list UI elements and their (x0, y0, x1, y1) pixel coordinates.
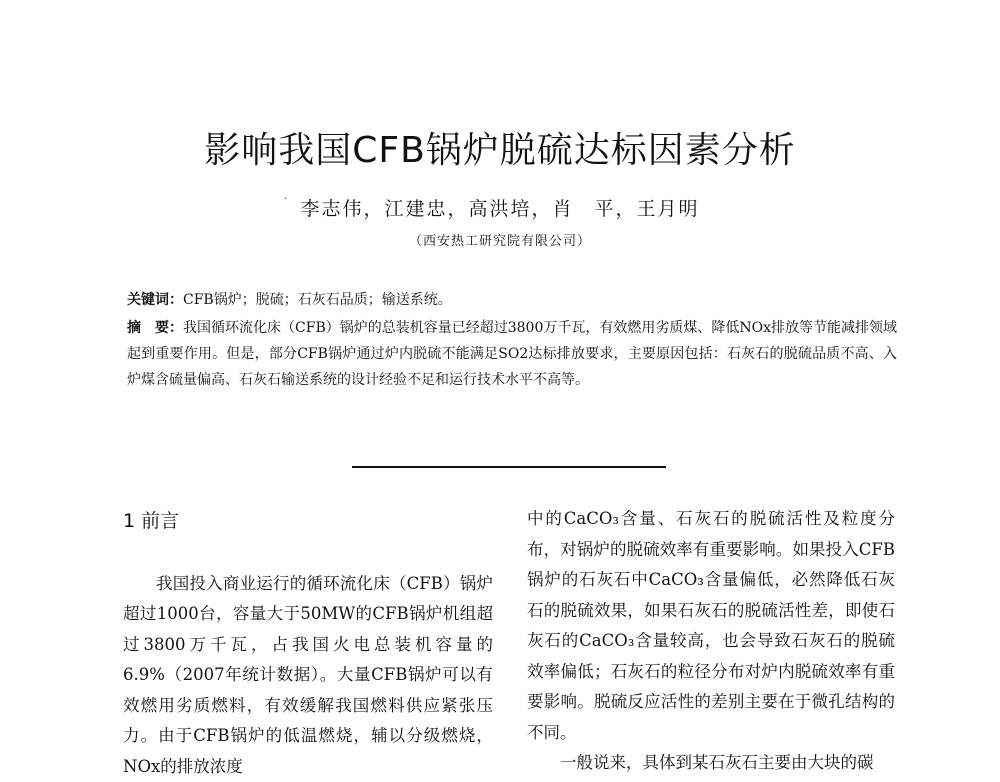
author-list: 李志伟，江建忠，高洪培，肖 平，王月明 (0, 194, 1000, 221)
abstract-label: 摘 要： (127, 320, 183, 336)
body-paragraph: 我国投入商业运行的循环流化床（CFB）锅炉超过1000台，容量大于50MW的CFB锅炉机组超过3800万千瓦，占我国火电总装机容量的6.9%（2007年统计数据）。大量CFB锅炉可以有效燃用劣质燃料，有效缓解我国燃料供应紧张压力。由于CFB锅炉的低温燃烧，辅以分级燃烧，NOx的排放浓度 (123, 569, 493, 782)
keywords-text: CFB锅炉；脱硫；石灰石品质；输送系统。 (183, 292, 452, 308)
paper-title: 影响我国CFB锅炉脱硫达标因素分析 (0, 122, 1000, 173)
section-heading: 1 前言 (123, 506, 493, 537)
stray-mark: ˊ (282, 196, 288, 210)
abstract-block (127, 315, 897, 393)
keywords-line (127, 288, 897, 312)
body-paragraph: 中的CaCO₃含量、石灰石的脱硫活性及粒度分布，对锅炉的脱硫效率有重要影响。如果投入CFB锅炉的石灰石中CaCO₃含量偏低，必然降低石灰石的脱硫效果，如果石灰石的脱硫活性差，即使石灰石的CaCO₃含量较高，也会导致石灰石的脱硫效率偏低；石灰石的粒径分布对炉内脱硫效率有重要影响。脱硫反应活性的差别主要在于微孔结构的不同。 (527, 504, 895, 748)
affiliation: （西安热工研究院有限公司） (0, 230, 1000, 249)
keywords-label: 关键词： (127, 292, 183, 308)
abstract-text: 我国循环流化床（CFB）锅炉的总装机容量已经超过3800万千瓦，有效燃用劣质煤、降低NOx排放等节能减排领域起到重要作用。但是，部分CFB锅炉通过炉内脱硫不能满足SO2达标排放要求，主要原因包括：石灰石的脱硫品质不高、入炉煤含硫量偏高、石灰石输送系统的设计经验不足和运行技术水平不高等。 (127, 320, 897, 388)
body-paragraph: 一般说来，具体到某石灰石主要由大块的碳 (527, 748, 895, 779)
left-column (123, 506, 493, 782)
right-column (527, 504, 895, 779)
section-divider (352, 466, 666, 468)
